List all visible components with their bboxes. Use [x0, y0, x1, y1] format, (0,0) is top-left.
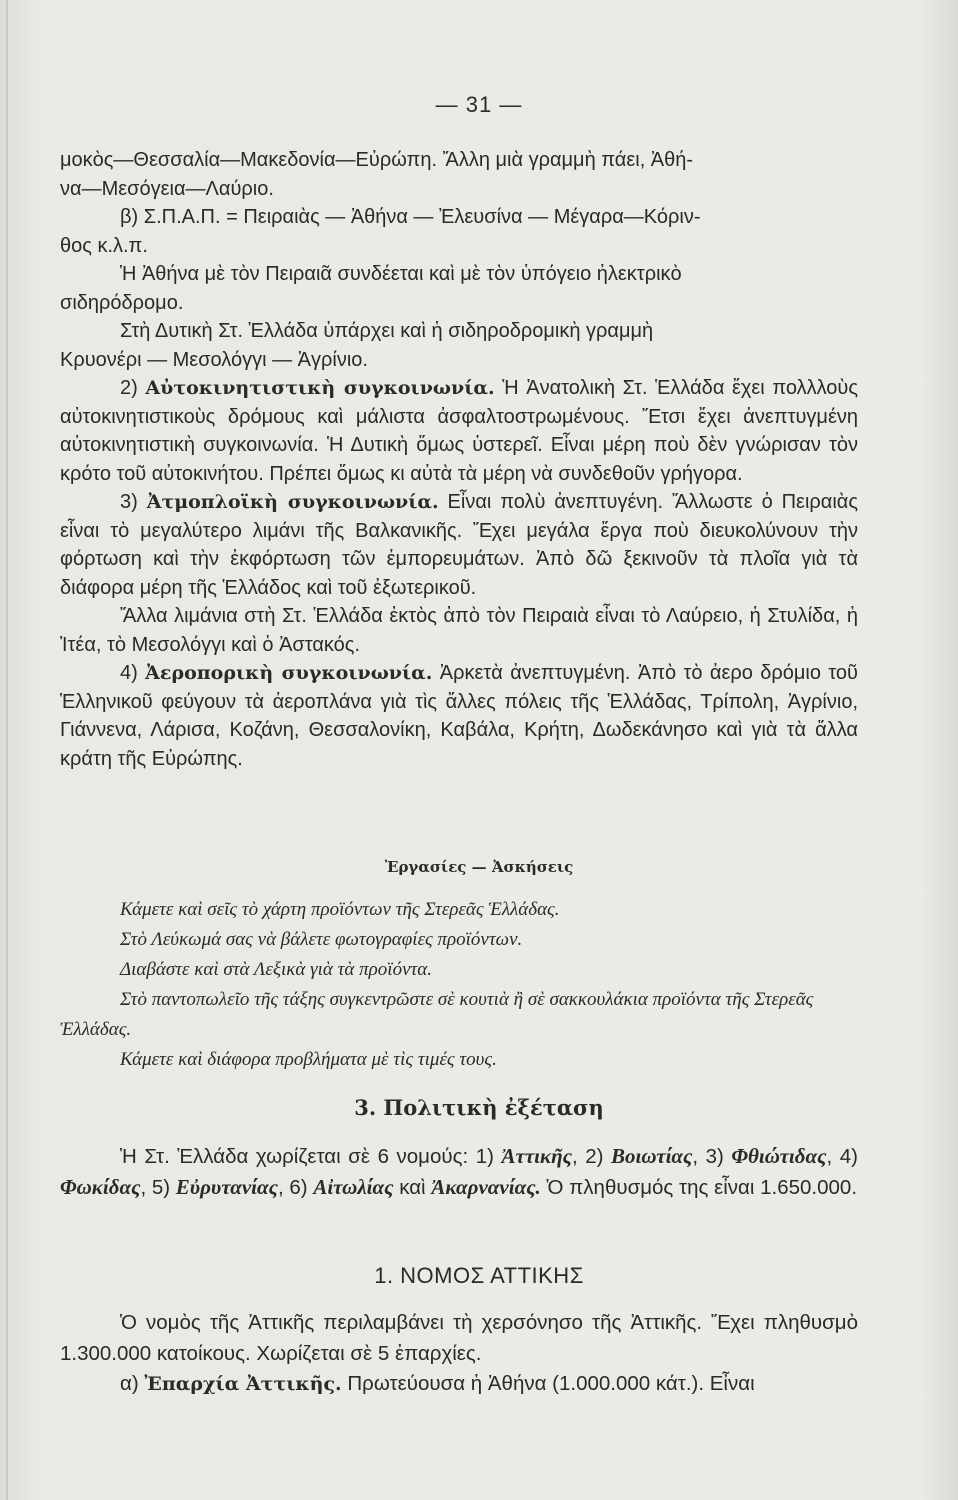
- air-text: Ἀρκετὰ ἀνεπτυγμένη. Ἀπὸ τὸ ἀερο δρόμιο τοῦ Ἑλληνικοῦ φεύγουν τὰ ἀεροπλάνα γιὰ τὶς ἄλλες πόλεις τῆς Ἑλλάδας, Τρίπολη, Ἀγρίνιο, Γιάννενα, Λάρισα, Κοζάνη, Θεσσαλονίκη, Καβάλα, Κρήτη, Δωδεκάνησο καὶ γιὰ τὰ ἄλλα κράτη τῆς Εὐρώπης.: [60, 662, 858, 770]
- exercise-item: Στὸ παντοπωλεῖο τῆς τάξης συγκεντρῶστε σὲ κουτιὰ ἢ σὲ σακκουλάκια προϊόντα τῆς Στερεᾶς Ἑλλάδας.: [60, 989, 814, 1040]
- population-text: Ὁ πληθυσμός της εἶναι 1.650.000.: [546, 1176, 858, 1199]
- prefecture-name: Φθιώτιδας: [731, 1144, 827, 1168]
- text-line: Ἡ Ἀθήνα μὲ τὸν Πειραιᾶ συνδέεται καὶ μὲ τὸν ὑπόγειο ἠλεκτρικὸ: [120, 263, 682, 285]
- exercise-item: Στὸ Λεύκωμά σας νὰ βάλετε φωτογραφίες προϊόντων.: [120, 929, 523, 950]
- eparchy-text: Πρωτεύουσα ἡ Ἀθήνα (1.000.000 κάτ.). Εἶναι: [341, 1372, 755, 1395]
- exercises-heading: Ἐργασίες — Ἀσκήσεις: [384, 858, 574, 876]
- air-title: Ἀεροπορικὴ συγκοινωνία.: [145, 662, 433, 684]
- prefectures-intro: Ἡ Στ. Ἑλλάδα χωρίζεται σὲ 6 νομούς:: [120, 1145, 469, 1168]
- text-line: σιδηρόδρομο.: [60, 291, 184, 314]
- prefecture-num: 3): [705, 1145, 724, 1168]
- prefecture-name: Ἀττικῆς: [501, 1144, 572, 1168]
- road-title: Αὐτοκινητιστικὴ συγκοινωνία.: [145, 377, 495, 399]
- exercise-item: Διαβάστε καὶ στὰ Λεξικὰ γιὰ τὰ προϊόντα.: [120, 959, 433, 980]
- political-text: [60, 1141, 858, 1203]
- text-line: Κρυονέρι — Μεσολόγγι — Ἀγρίνιο.: [60, 348, 368, 371]
- sea-title: Ἀτμοπλοϊκὴ συγκοινωνία.: [146, 491, 439, 513]
- road-paragraph: [60, 374, 858, 488]
- eparchy-paragraph: [60, 1369, 858, 1400]
- transport-text: [60, 146, 858, 773]
- road-text: Ἡ Ἀνατολικὴ Στ. Ἑλλάδα ἔχει πολλλοὺς αὐτοκινητιστικοὺς δρόμους καὶ μάλιστα ἀσφαλτοστρωμένους. Ἔτσι ἔχει ἀνεπτυγμένη αὐτοκινητιστικὴ συγκοινωνία. Ἡ Δυτικὴ ὅμως ὑστερεῖ. Εἶναι μέρη ποὺ δὲν γνώρισαν τὸν κρότο τοῦ αὐτοκινήτου. Πρέπει ὅμως κι αὐτὰ τὰ μέρη νὰ συνδεθοῦν γρήγορα.: [60, 377, 859, 485]
- air-prefix: 4): [120, 662, 138, 684]
- eparchy-title: Ἐπαρχία Ἀττικῆς.: [144, 1373, 342, 1395]
- prefecture-name: Αἰτωλίας: [313, 1175, 394, 1199]
- attica-paragraph: Ὁ νομὸς τῆς Ἀττικῆς περιλαμβάνει τὴ χερσόνησο τῆς Ἀττικῆς. Ἔχει πληθυσμὸ 1.300.000 κατοίκους. Χωρίζεται σὲ 5 ἐπαρχίες.: [60, 1311, 858, 1365]
- text-line: β) Σ.Π.Α.Π. = Πειραιὰς — Ἀθήνα — Ἐλευσίνα — Μέγαρα—Κόριν-: [120, 206, 701, 228]
- text-line: Στὴ Δυτικὴ Στ. Ἑλλάδα ὑπάρχει καὶ ἡ σιδηροδρομικὴ γραμμὴ: [120, 320, 654, 342]
- sea-prefix: 3): [120, 491, 138, 513]
- exercises-list: [60, 895, 858, 1075]
- prefecture-name: Ἀκαρνανίας.: [431, 1175, 541, 1199]
- text-line: θος κ.λ.π.: [60, 234, 148, 257]
- prefecture-name: Εὐρυτανίας: [175, 1175, 278, 1199]
- prefecture-num: 2): [585, 1145, 604, 1168]
- prefecture-name: Βοιωτίας: [611, 1144, 693, 1168]
- prefecture-num: 1): [475, 1145, 494, 1168]
- exercise-item: Κάμετε καὶ σεῖς τὸ χάρτη προϊόντων τῆς Στερεᾶς Ἑλλάδας.: [120, 899, 560, 920]
- prefecture-name: Φωκίδας: [60, 1175, 141, 1199]
- exercise-item: Κάμετε καὶ διάφορα προβλήματα μὲ τὶς τιμές τους.: [120, 1049, 497, 1070]
- air-paragraph: [60, 659, 858, 773]
- road-prefix: 2): [120, 377, 138, 399]
- text-line: μοκὸς—Θεσσαλία—Μακεδονία—Εὐρώπη. Ἄλλη μιὰ γραμμὴ πάει, Ἀθή-: [60, 149, 694, 171]
- eparchy-prefix: α): [120, 1372, 139, 1395]
- conjunction: καὶ: [399, 1176, 426, 1199]
- nomos-heading: 1. ΝΟΜΟΣ ΑΤΤΙΚΗΣ: [374, 1263, 584, 1288]
- section-heading: 3. Πολιτικὴ ἐξέταση: [354, 1095, 604, 1120]
- sea-paragraph: [60, 488, 858, 602]
- ports-paragraph: Ἄλλα λιμάνια στὴ Στ. Ἑλλάδα ἐκτὸς ἀπὸ τὸν Πειραιὰ εἶναι τὸ Λαύρειο, ἡ Στυλίδα, ἡ Ἰτέα, τὸ Μεσολόγγι καὶ ὁ Ἀστακός.: [60, 605, 858, 656]
- prefecture-num: 6): [289, 1176, 308, 1199]
- attica-text: [60, 1308, 858, 1400]
- prefectures-paragraph: Ἡ Στ. Ἑλλάδα χωρίζεται σὲ 6 νομούς: 1) Ἀττικῆς, 2) Βοιωτίας, 3) Φθιώτιδας, 4) Φωκίδας, 5) Εὐρυτανίας, 6) Αἰτωλίας καὶ Ἀκαρνανίας. Ὁ πληθυσμός της εἶναι 1.650.000.: [60, 1144, 858, 1199]
- text-line: να—Μεσόγεια—Λαύριο.: [60, 177, 274, 200]
- sea-text: Εἶναι πολὺ ἀνεπτυγένη. Ἄλλωστε ὁ Πειραιὰς εἶναι τὸ μεγαλύτερο λιμάνι τῆς Βαλκανικῆς. Ἔχει μεγάλα ἔργα ποὺ διευκολύνουν τὴν φόρτωση καὶ τὴν ἐκφόρτωση τῶν ἐμπορευμάτων. Ἀπὸ δῶ ξεκινοῦν τὰ πλοῖα γιὰ τὰ διάφορα μέρη τῆς Ἑλλάδος καὶ τοῦ ἐξωτερικοῦ.: [60, 491, 858, 599]
- prefecture-num: 4): [839, 1145, 858, 1168]
- page-number: — 31 —: [435, 92, 523, 117]
- prefecture-num: 5): [151, 1176, 171, 1199]
